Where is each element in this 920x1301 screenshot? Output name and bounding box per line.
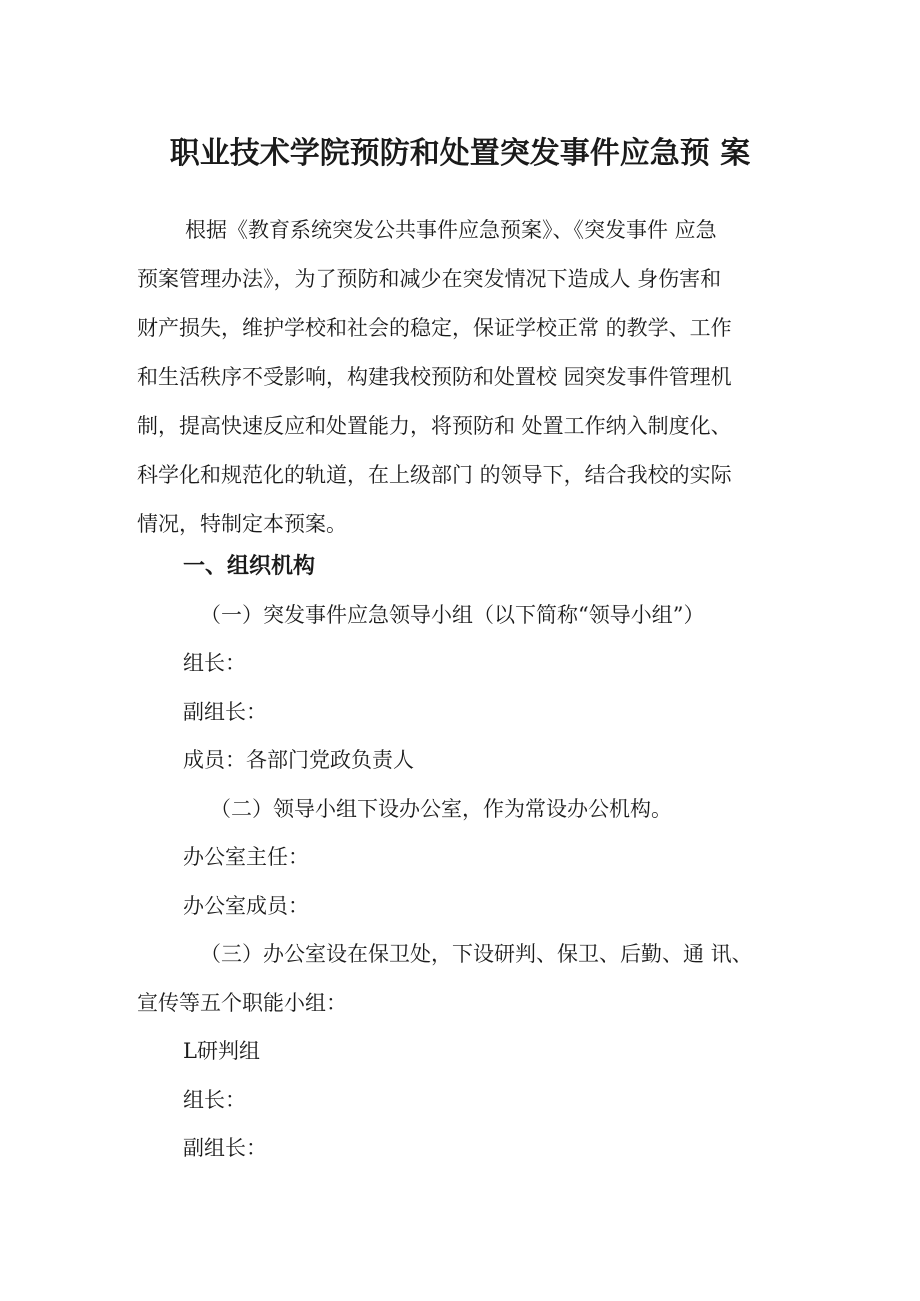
document-title: 职业技术学院预防和处置突发事件应急预 案 <box>169 136 751 171</box>
intro-line: 和生活秩序不受影响，构建我校预防和处置校 园突发事件管理机 <box>137 365 732 389</box>
subsection-functional-groups: （三）办公室设在保卫处，下设研判、保卫、后勤、通 讯、 <box>200 942 753 966</box>
intro-line: 科学化和规范化的轨道，在上级部门 的领导下，结合我校的实际 <box>137 463 732 487</box>
members-field: 成员：各部门党政负责人 <box>183 748 414 772</box>
office-director-field: 办公室主任： <box>183 845 309 869</box>
intro-line: 制，提高快速反应和处置能力，将预防和 处置工作纳入制度化、 <box>137 414 732 438</box>
office-members-field: 办公室成员： <box>183 894 309 918</box>
intro-paragraph <box>137 206 817 549</box>
group-research-leader-field: 组长： <box>183 1088 246 1112</box>
group-research-title: L研判组 <box>183 1039 260 1063</box>
section-heading-organization: 一、组织机构 <box>183 554 316 579</box>
subsection-functional-groups-cont: 宣传等五个职能小组： <box>137 991 347 1015</box>
subsection-leadership-group: （一）突发事件应急领导小组（以下简称“领导小组”） <box>200 603 705 627</box>
intro-line: 根据《教育系统突发公共事件应急预案》、《突发事件 应急 <box>185 218 717 242</box>
intro-line: 财产损失，维护学校和社会的稳定，保证学校正常 的教学、工作 <box>137 316 732 340</box>
subsection-office: （二）领导小组下设办公室，作为常设办公机构。 <box>210 797 672 821</box>
intro-line: 预案管理办法》，为了预防和减少在突发情况下造成人 身伤害和 <box>137 267 722 291</box>
intro-line: 情况，特制定本预案。 <box>137 512 347 536</box>
leader-field: 组长： <box>183 651 246 675</box>
group-research-vice-leader-field: 副组长： <box>183 1136 267 1160</box>
vice-leader-field: 副组长： <box>183 700 267 724</box>
